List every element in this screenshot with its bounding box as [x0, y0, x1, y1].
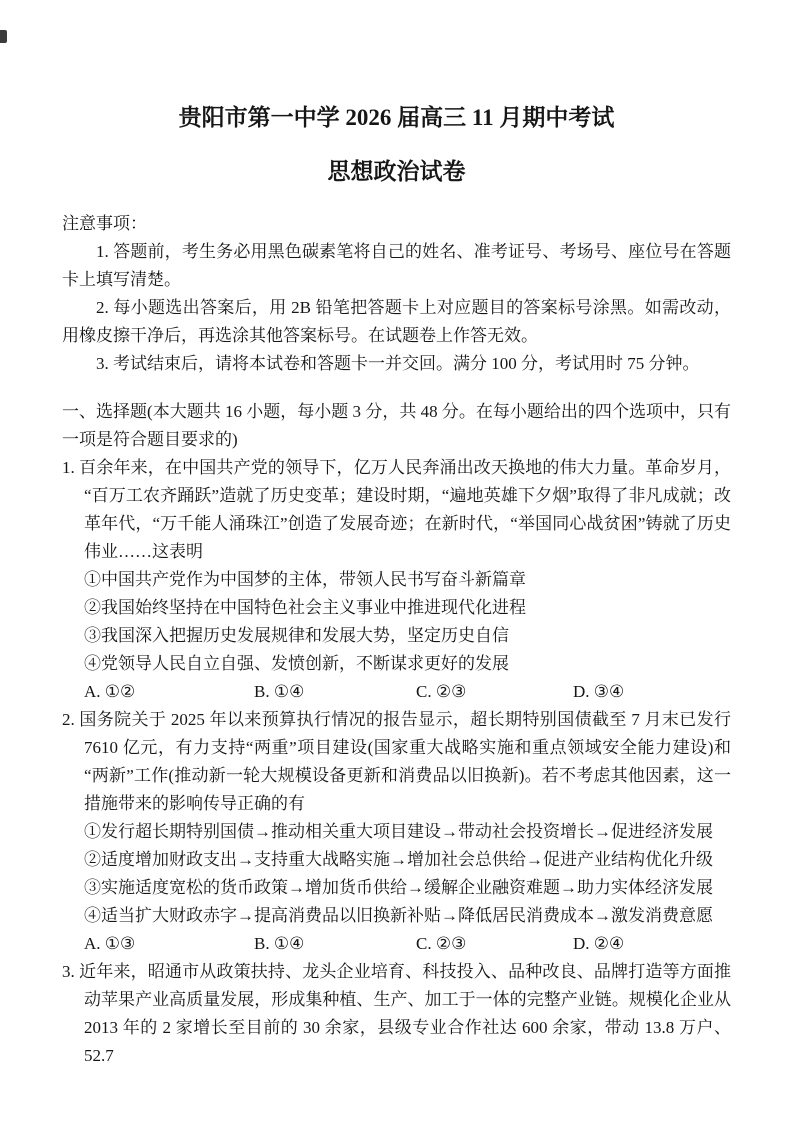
- exam-title: 贵阳市第一中学 2026 届高三 11 月期中考试: [178, 105, 615, 130]
- notice-heading: 注意事项：: [62, 214, 147, 233]
- question-2-choice-d: D. ②④: [573, 934, 625, 953]
- question-3-stem: [62, 958, 731, 1070]
- question-1-choices: [62, 678, 731, 706]
- question-2-statement-4: ④适当扩大财政赤字→提高消费品以旧换新补贴→降低居民消费成本→激发消费意愿: [84, 906, 713, 925]
- question-1-statement-4: ④党领导人民自立自强、发愤创新，不断谋求更好的发展: [84, 654, 509, 673]
- question-2-choice-c: C. ②③: [416, 934, 467, 953]
- question-1-statement-2: ②我国始终坚持在中国特色社会主义事业中推进现代化进程: [84, 598, 526, 617]
- question-3-number: 3.: [62, 962, 75, 981]
- section-heading: 一、选择题(本大题共 16 小题，每小题 3 分，共 48 分。在每小题给出的四个选项中，只有一项是符合题目要求的): [62, 402, 731, 449]
- question-1-stem-text: 百余年来，在中国共产党的领导下，亿万人民奔涌出改天换地的伟大力量。革命岁月，“百万工农齐踊跃”造就了历史变革；建设时期，“遍地英雄下夕烟”取得了非凡成就；改革年代，“万千能人涌珠江”创造了发展奇迹；在新时代，“举国同心战贫困”铸就了历史伟业……这表明: [79, 458, 732, 561]
- question-2-stem: [62, 706, 731, 818]
- scan-artifact-mark: [0, 30, 7, 43]
- question-3-stem-text: 近年来，昭通市从政策扶持、龙头企业培育、科技投入、品种改良、品牌打造等方面推动苹果产业高质量发展，形成集种植、生产、加工于一体的完整产业链。规模化企业从 2013 年的 2 家增长至目前的 30 余家，县级专业合作社达 600 余家，带动 13.8 万户、52.7: [79, 962, 732, 1065]
- notice-item-2: 2. 每小题选出答案后，用 2B 铅笔把答题卡上对应题目的答案标号涂黑。如需改动，用橡皮擦干净后，再选涂其他答案标号。在试题卷上作答无效。: [62, 298, 731, 345]
- question-2-number: 2.: [62, 710, 75, 729]
- question-2-statement-1: ①发行超长期特别国债→推动相关重大项目建设→带动社会投资增长→促进经济发展: [84, 822, 713, 841]
- notice-item-3: 3. 考试结束后，请将本试卷和答题卡一并交回。满分 100 分，考试用时 75 分钟。: [96, 354, 700, 373]
- question-3: [62, 958, 731, 1070]
- question-1-choice-d: D. ③④: [573, 682, 625, 701]
- question-1-stem: [62, 454, 731, 566]
- question-2-choices: [62, 930, 731, 958]
- question-1-statement-3: ③我国深入把握历史发展规律和发展大势，坚定历史自信: [84, 626, 509, 645]
- question-1-statement-1: ①中国共产党作为中国梦的主体，带领人民书写奋斗新篇章: [84, 570, 526, 589]
- question-1-number: 1.: [62, 458, 75, 477]
- notice-block: [62, 210, 731, 378]
- question-1-choice-c: C. ②③: [416, 682, 467, 701]
- question-1-choice-a: A. ①②: [84, 682, 136, 701]
- question-1-choice-b: B. ①④: [254, 682, 305, 701]
- question-2-stem-text: 国务院关于 2025 年以来预算执行情况的报告显示，超长期特别国债截至 7 月末已发行 7610 亿元，有力支持“两重”项目建设(国家重大战略实施和重点领域安全能力建设)和“两新”工作(推动新一轮大规模设备更新和消费品以旧换新)。若不考虑其他因素，这一措施带来的影响传导正确的有: [79, 710, 732, 813]
- question-2-statement-2: ②适度增加财政支出→支持重大战略实施→增加社会总供给→促进产业结构优化升级: [84, 850, 713, 869]
- exam-subtitle: 思想政治试卷: [327, 159, 466, 184]
- notice-item-1: 1. 答题前，考生务必用黑色碳素笔将自己的姓名、准考证号、考场号、座位号在答题卡上填写清楚。: [62, 242, 731, 289]
- question-1: [62, 454, 731, 706]
- question-2-choice-a: A. ①③: [84, 934, 136, 953]
- question-2: [62, 706, 731, 958]
- question-2-choice-b: B. ①④: [254, 934, 305, 953]
- question-2-statement-3: ③实施适度宽松的货币政策→增加货币供给→缓解企业融资难题→助力实体经济发展: [84, 878, 713, 897]
